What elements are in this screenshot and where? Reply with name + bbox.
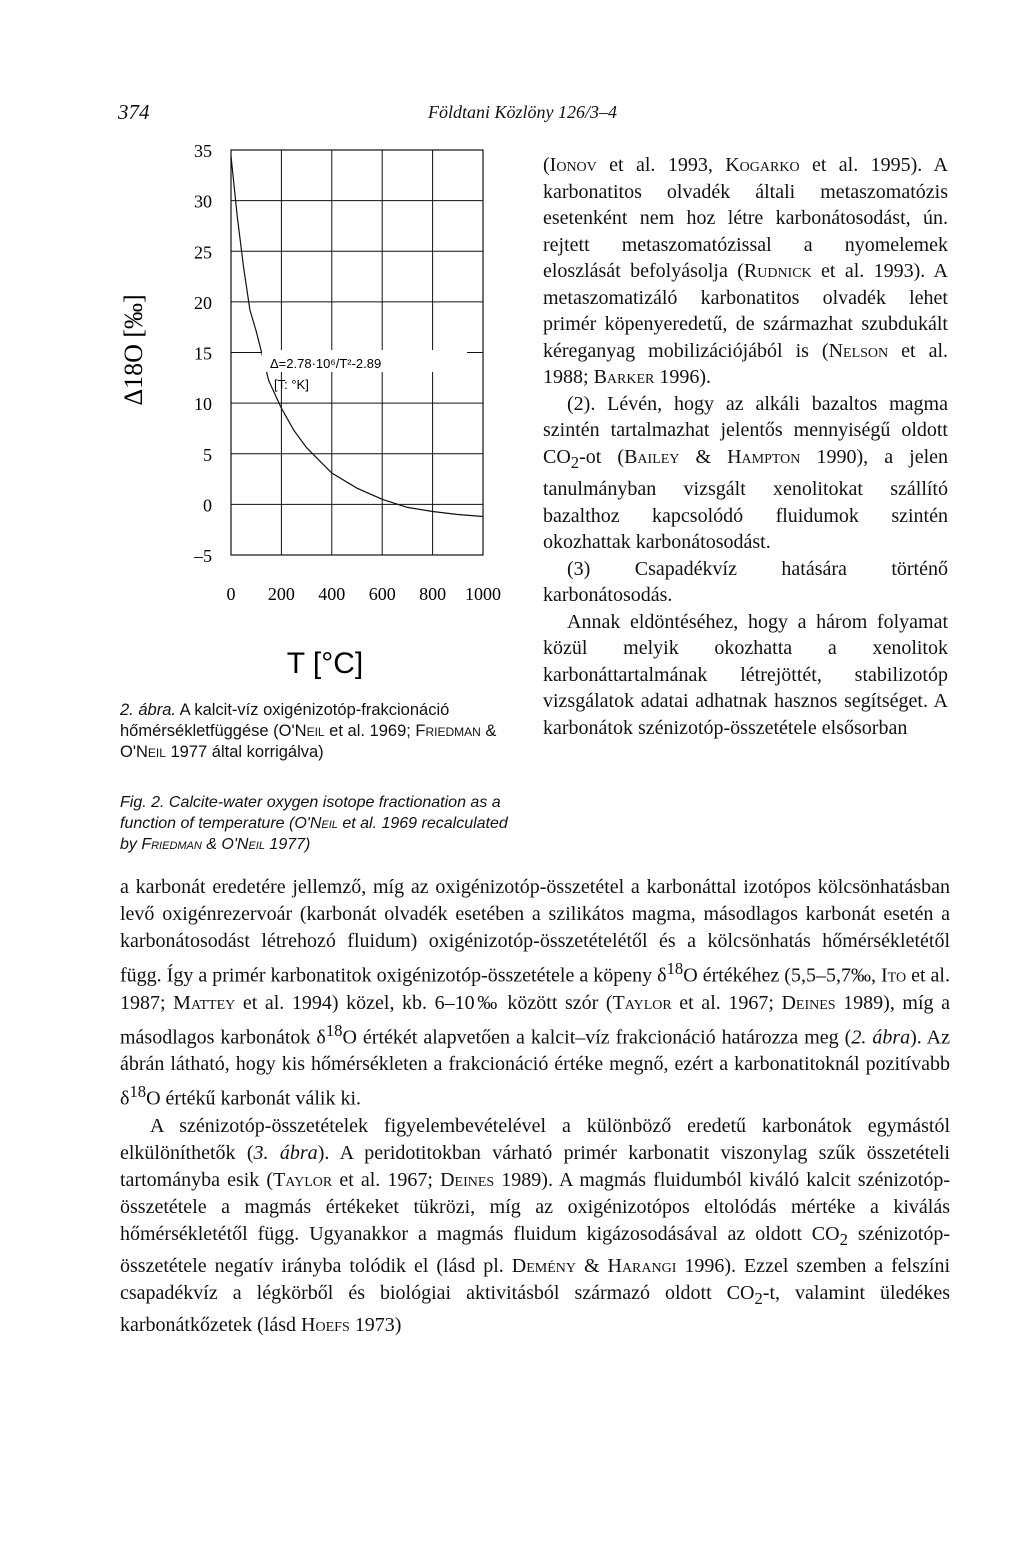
y-tick-label: 5 bbox=[203, 444, 212, 465]
x-tick-label: 400 bbox=[318, 584, 346, 604]
y-tick-label: –5 bbox=[194, 546, 212, 566]
y-tick-label: 20 bbox=[194, 292, 212, 313]
paragraph: (2). Lévén, hogy az alkáli bazaltos magma szintén tartalmazhat jelentős mennyiségű oldott $CO_2-ot$ (Bailey & Hampton 1990), a jelen tanulmányban vizsgált xenolitokat szállító bazalthoz kapcsolódó fluidumok szintén okozhattak karbonátosodást. bbox=[543, 392, 948, 553]
x-tick-labels bbox=[227, 584, 502, 604]
y-tick-label: 0 bbox=[203, 495, 212, 516]
units-annotation: [T: °K] bbox=[274, 377, 309, 392]
y-tick-labels bbox=[193, 141, 212, 566]
y-tick-label: 15 bbox=[194, 343, 212, 364]
series-line-calcite-water bbox=[231, 156, 483, 516]
y-tick-label: 35 bbox=[194, 141, 212, 161]
x-tick-label: 1000 bbox=[465, 584, 501, 604]
y-tick-label: 30 bbox=[194, 191, 212, 212]
x-tick-label: 200 bbox=[267, 584, 295, 604]
y-tick-label: 25 bbox=[194, 242, 212, 263]
paragraph: Annak eldöntéséhez, hogy a három folyamat közül melyik okozhatta a xenolitok karbonáttartalmának létrejöttét, stabilizotóp vizsgálatok adatai adhatnak hasznos segítséget. A karbonátok szénizotóp-összetétele elsősorban bbox=[543, 610, 948, 739]
journal-title: Földtani Közlöny 126/3–4 bbox=[428, 102, 617, 122]
x-tick-label: 600 bbox=[368, 584, 396, 604]
paragraph: a karbonát eredetére jellemző, míg az oxigénizotóp-összetétel a karbonáttal izotópos kölcsönhatásban levő oxigénrezervoár (karbonát olvadék esetében a szilikátos magma, másodlagos karbonát esetén a karbonátosodást létrehozó fluidum) oxigénizotóp-összetételétől és a kölcsönhatás hőmérsékletétől függ. Így a primér karbonatitok oxigénizotóp-összetétele a köpeny $\delta^{18}O$ értékéhez (5,5–5,7‰, Ito et al. 1987; Mattey et al. 1994) közel, kb. 6–10‰ között szór (Taylor et al. 1967; Deines 1989), míg a másodlagos karbonátok $\delta^{18}O$ értékét alapvetően a kalcit–víz frakcionáció határozza meg (2. ábra). Az ábrán látható, hogy kis hőmérsékleten a frakcionáció értéke megnő, ezért a karbonatitoknál pozitívabb $\delta^{18}O$ értékű karbonát válik ki. bbox=[120, 876, 951, 1110]
figure-caption-hu: 2. ábra. A kalcit-víz oxigénizotóp-frakcionáció hőmérsékletfüggése (O'Neil et al. 1969; Friedman & O'Neil 1977 által korrigálva) bbox=[120, 701, 497, 761]
page-header bbox=[118, 100, 948, 130]
right-column-text bbox=[543, 152, 948, 741]
y-tick-label: 10 bbox=[194, 394, 212, 415]
x-tick-label: 0 bbox=[226, 584, 236, 604]
page-number: 374 bbox=[118, 100, 150, 124]
x-axis-label: T [°C] bbox=[286, 647, 364, 680]
formula-annotation: Δ=2.78·10⁶/T²-2.89 bbox=[270, 356, 382, 371]
figure-caption-en: Fig. 2. Calcite-water oxygen isotope fractionation as a function of temperature (O'Neil et al. 1969 recalculated by Friedman & O'Neil 1977) bbox=[120, 794, 508, 853]
figure-2 bbox=[100, 135, 540, 705]
paragraph: (Ionov et al. 1993, Kogarko et al. 1995). A karbonatitos olvadék általi metaszomatózis esetenként nem hoz létre karbonátosodást, ún. rejtett metaszomatózissal a nyomelemek eloszlását befolyásolja (Rudnick et al. 1993). A metaszomatizáló karbonatitos olvadék lehet primér köpenyeredetű, de származhat szubdukált kéreganyag mobilizációjából is (Nelson et al. 1988; Barker 1996). bbox=[543, 154, 949, 388]
full-width-text bbox=[120, 874, 950, 1339]
paragraph: (3) Csapadékvíz hatására történő karbonátosodás. bbox=[543, 557, 948, 606]
chart bbox=[100, 135, 540, 705]
y-axis-label: Δ18O [‰] bbox=[119, 294, 148, 406]
caption-label: 2. ábra. bbox=[120, 701, 176, 719]
x-tick-label: 800 bbox=[419, 584, 447, 604]
paragraph: A szénizotóp-összetételek figyelembevételével a különböző eredetű karbonátok egymástól elkülöníthetők (3. ábra). A peridotitokban várható primér karbonatit viszonylag szűk összetételi tartományba esik (Taylor et al. 1967; Deines 1989). A magmás fluidumból kiváló kalcit szénizotóp-összetétele a magmás értékeket tükrözi, míg az oxigénizotópos eltolódás mértéke a kiválás hőmérsékletétől függ. Ugyanakkor a magmás fluidum kigázosodásával az oldott $CO_2$ szénizotóp-összetétele negatív irányba tolódik el (lásd pl. Demény & Harangi 1996). Ezzel szemben a felszíni csapadékvíz a légkörből és biológiai aktivitásból származó oldott $CO_2-t$, valamint üledékes karbonátkőzetek (lásd Hoefs 1973) bbox=[120, 1114, 951, 1336]
